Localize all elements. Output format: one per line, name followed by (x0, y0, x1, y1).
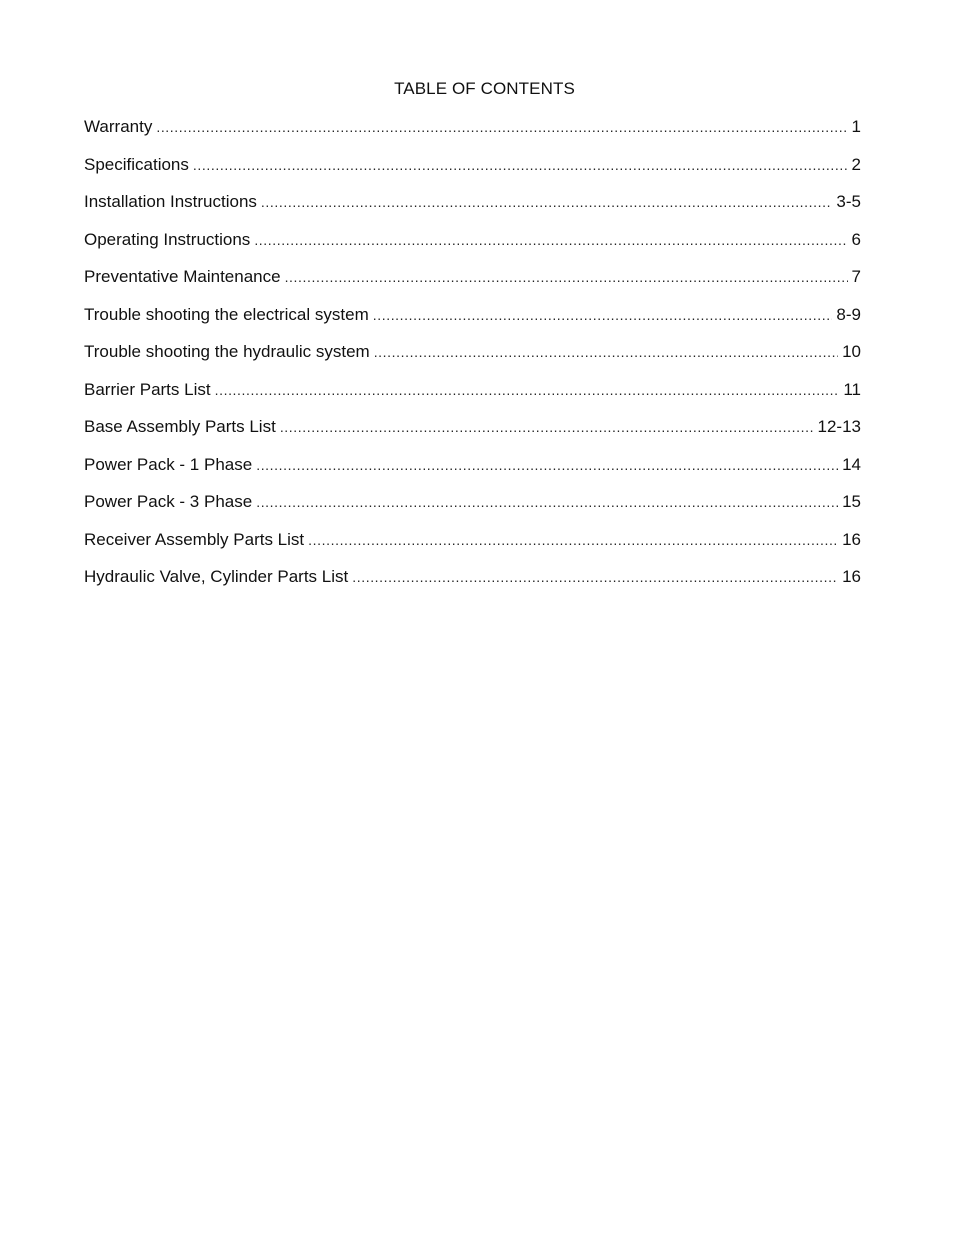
toc-entry-page: 16 (842, 529, 861, 549)
toc-entry-page: 12-13 (817, 417, 861, 436)
dot-leader (156, 116, 847, 138)
toc-entry-page: 2 (851, 154, 861, 174)
toc-entry-page: 8-9 (836, 304, 861, 324)
dot-leader (280, 416, 814, 438)
toc-entry-barrier-parts-list (84, 379, 861, 417)
dot-leader (308, 529, 838, 551)
toc-entry-label: Base Assembly Parts List (84, 417, 276, 436)
dot-leader (193, 154, 848, 176)
toc-entry-page: 11 (843, 379, 861, 399)
toc-entry-label: Installation Instructions (84, 192, 257, 211)
toc-entry-installation-instructions (84, 191, 861, 229)
toc-entry-troubleshooting-electrical (84, 304, 861, 342)
toc-entry-label: Operating Instructions (84, 229, 251, 249)
toc-entry-power-pack-3-phase (84, 491, 861, 529)
toc-entry-base-assembly-parts-list (84, 416, 861, 454)
dot-leader (261, 191, 833, 213)
toc-entry-page: 14 (842, 454, 861, 474)
dot-leader (285, 266, 848, 288)
toc-entry-page: 6 (851, 229, 861, 249)
dot-leader (254, 229, 847, 251)
toc-entry-label: Warranty (84, 117, 153, 136)
dot-leader (373, 304, 833, 326)
toc-entry-hydraulic-valve-cylinder-parts-list (84, 566, 861, 604)
toc-entry-receiver-assembly-parts-list (84, 529, 861, 567)
toc-entry-page: 16 (842, 567, 861, 586)
toc-entry-page: 15 (842, 492, 861, 511)
toc-entry-page: 7 (851, 267, 861, 286)
toc-entry-label: Trouble shooting the electrical system (84, 304, 369, 324)
toc-entry-warranty (84, 116, 861, 154)
toc-title: TABLE OF CONTENTS (394, 79, 575, 98)
toc-entry-label: Hydraulic Valve, Cylinder Parts List (84, 567, 349, 586)
toc-entry-power-pack-1-phase (84, 454, 861, 492)
toc-entry-label: Power Pack - 1 Phase (84, 454, 253, 474)
toc-entry-label: Trouble shooting the hydraulic system (84, 342, 370, 361)
dot-leader (256, 491, 838, 513)
dot-leader (352, 566, 838, 588)
toc-entry-label: Specifications (84, 154, 189, 174)
toc-list (84, 116, 861, 604)
toc-entry-operating-instructions (84, 229, 861, 267)
dot-leader (256, 454, 838, 476)
dot-leader (215, 379, 840, 401)
toc-entry-page: 1 (851, 117, 861, 136)
toc-entry-page: 3-5 (836, 192, 861, 211)
toc-entry-troubleshooting-hydraulic (84, 341, 861, 379)
toc-entry-label: Receiver Assembly Parts List (84, 529, 305, 549)
dot-leader (374, 341, 838, 363)
toc-entry-preventative-maintenance (84, 266, 861, 304)
toc-entry-specifications (84, 154, 861, 192)
toc-entry-page: 10 (842, 342, 861, 361)
toc-entry-label: Power Pack - 3 Phase (84, 492, 253, 511)
toc-entry-label: Preventative Maintenance (84, 267, 281, 286)
toc-entry-label: Barrier Parts List (84, 379, 211, 399)
